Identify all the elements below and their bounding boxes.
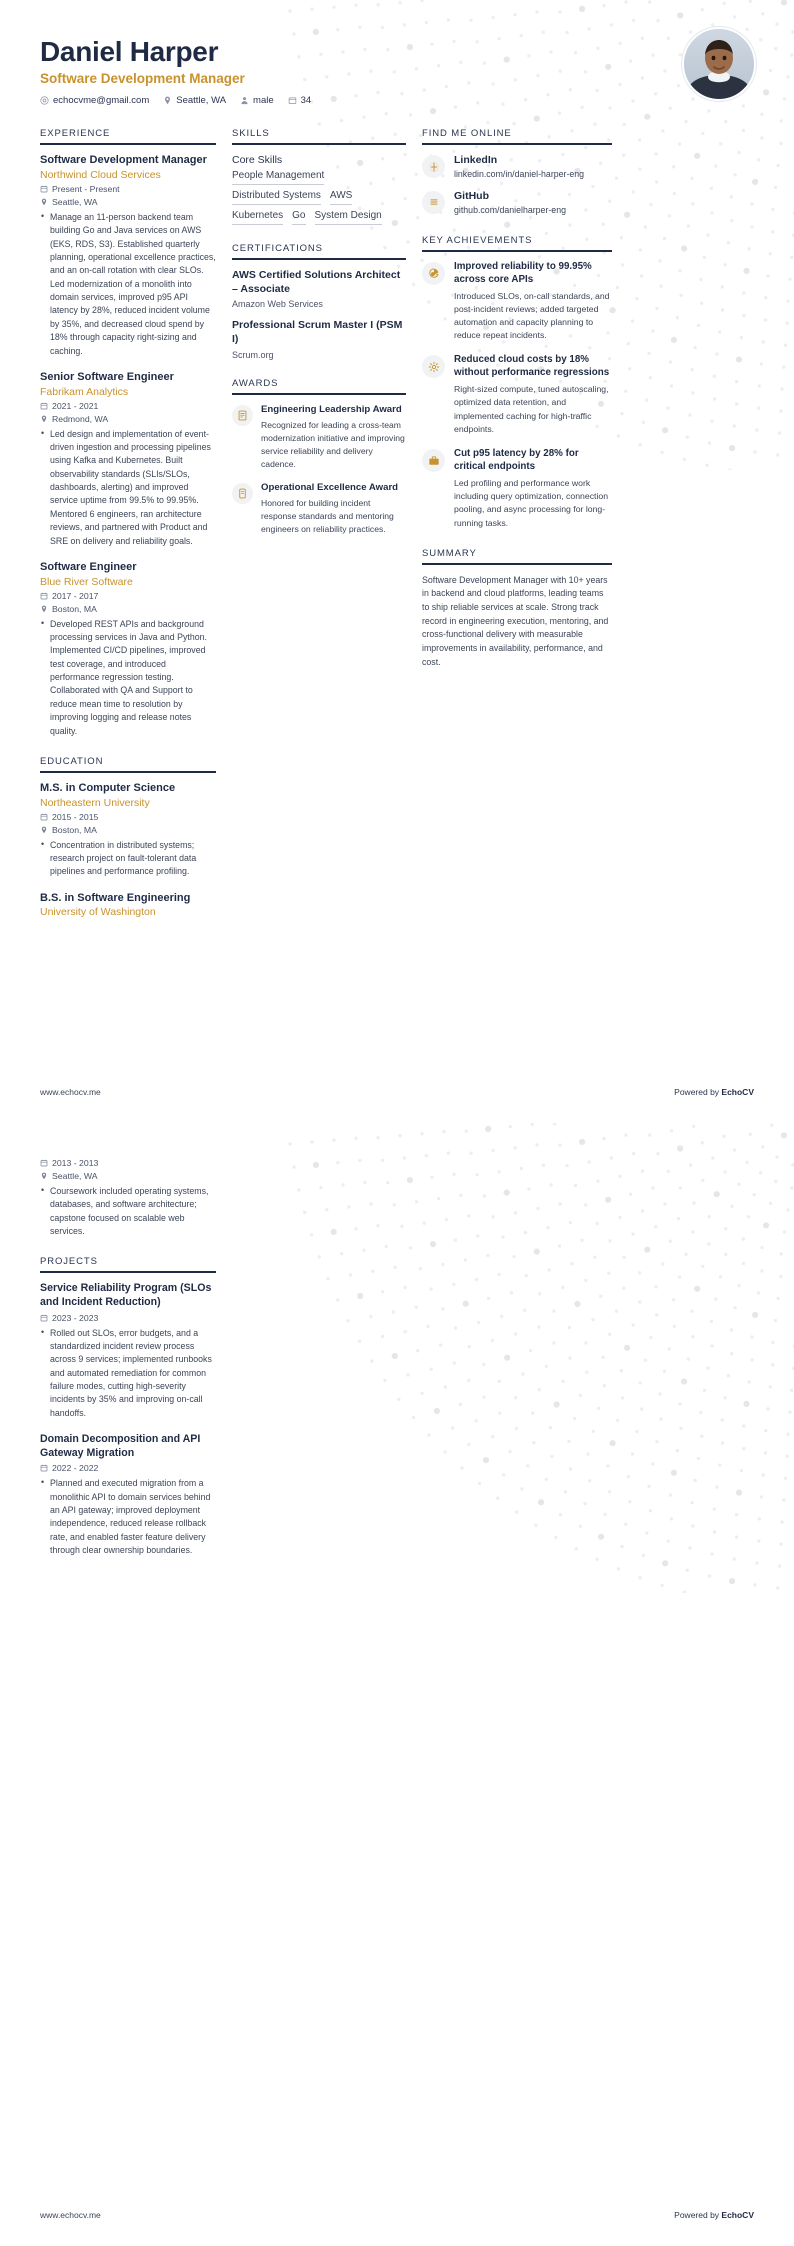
online-profile-label: LinkedIn (454, 154, 498, 167)
certification-name: Professional Scrum Master I (PSM I) (232, 319, 403, 346)
section-title-skills: SKILLS (232, 128, 406, 145)
contact-list (40, 95, 754, 106)
achievement-entry (422, 261, 612, 343)
project-title: Service Reliability Program (SLOs and Incident Reduction) (40, 1282, 212, 1308)
award-name: Engineering Leadership Award (261, 403, 402, 415)
award-description: Honored for building incident response standards and mentoring engineers on reliability practices. (261, 498, 394, 535)
experience-bullets (40, 618, 216, 738)
education-dates: 2015 - 2015 (40, 812, 216, 822)
section-education-continued (40, 1158, 216, 1238)
achievement-entry (422, 354, 612, 436)
footer-brand-name: EchoCV (721, 2210, 754, 2220)
section-summary (422, 548, 612, 669)
location-pin-icon (40, 198, 48, 206)
experience-title: Software Development Manager (40, 154, 207, 167)
skill-chip[interactable]: People Management (232, 170, 324, 185)
footer-site-link[interactable]: www.echocv.me (40, 1087, 101, 1097)
experience-dates: Present - Present (40, 184, 216, 194)
column-right-page2 (422, 1155, 612, 1575)
resume-page-2 (0, 1123, 794, 2246)
skill-chip[interactable]: Distributed Systems (232, 190, 321, 205)
project-entry (40, 1433, 216, 1557)
section-title-education: EDUCATION (40, 756, 216, 773)
certificate-icon (232, 405, 253, 426)
contact-location-text: Seattle, WA (176, 95, 227, 107)
footer-powered-by (674, 2210, 754, 2220)
section-key-achievements (422, 235, 612, 530)
section-experience (40, 128, 216, 738)
experience-bullet: • Developed REST APIs and background processing services in Java and Python. Implemented CI/CD pipelines, improved test coverage, and introduced performance regression testing. Collaborated with QA and Support to reduce mean time to resolution by improving logging and release notes quality. (40, 618, 216, 738)
education-bullets (40, 839, 216, 879)
person-icon (240, 96, 249, 105)
contact-email (40, 95, 149, 106)
section-title-summary: SUMMARY (422, 548, 612, 565)
section-title-experience: EXPERIENCE (40, 128, 216, 145)
calendar-icon (40, 592, 48, 600)
experience-title: Senior Software Engineer (40, 370, 174, 383)
section-certifications (232, 243, 406, 360)
email-icon (40, 96, 49, 105)
github-icon (422, 191, 445, 214)
section-title-key-achievements: KEY ACHIEVEMENTS (422, 235, 612, 252)
location-pin-icon (40, 826, 48, 834)
section-skills (232, 128, 406, 225)
section-education (40, 756, 216, 919)
calendar-icon (40, 402, 48, 410)
footer-site-link[interactable]: www.echocv.me (40, 2210, 101, 2220)
project-dates: 2022 - 2022 (40, 1463, 216, 1473)
education-organization: University of Washington (40, 906, 156, 919)
online-profile-url[interactable]: linkedin.com/in/daniel-harper-eng (454, 169, 585, 180)
column-middle (232, 128, 422, 936)
education-location: Seattle, WA (40, 1171, 216, 1181)
achievement-description: Introduced SLOs, on-call standards, and post-incident reviews; added targeted automation and capacity planning to reduce repeat incidents. (454, 290, 610, 341)
contact-gender (240, 95, 274, 106)
experience-dates: 2017 - 2017 (40, 591, 216, 601)
experience-location: Boston, MA (40, 604, 216, 614)
online-profile[interactable] (422, 190, 612, 217)
calendar-icon (288, 96, 297, 105)
calendar-icon (40, 1464, 48, 1472)
certification-name: AWS Certified Solutions Architect – Associate (232, 269, 401, 295)
calendar-icon (40, 1314, 48, 1322)
ribbon-icon (232, 483, 253, 504)
experience-bullet: • Led design and implementation of event-driven ingestion and processing pipelines using Kafka and Kubernetes. Built observability standards (SLIs/SLOs, dashboards, alerting) and improved service uptime from 99.5% to 99.95%. Mentored 6 engineers, ran architecture reviews, and partnered with Product and SRE on delivery and reliability goals. (40, 428, 216, 548)
experience-entry (40, 371, 216, 548)
section-title-certifications: CERTIFICATIONS (232, 243, 406, 260)
online-profile-url[interactable]: github.com/danielharper-eng (454, 204, 566, 215)
achievement-description: Led profiling and performance work including query optimization, connection pooling, and async processing for long-running tasks. (454, 477, 609, 528)
calendar-icon (40, 1159, 48, 1167)
page-footer-2 (40, 2210, 754, 2220)
education-entry (40, 892, 216, 919)
skill-chip[interactable]: Go (292, 210, 305, 225)
experience-organization: Northwind Cloud Services (40, 168, 161, 181)
award-name: Operational Excellence Award (261, 481, 399, 493)
resume-columns (0, 106, 794, 936)
certification-entry (232, 269, 406, 309)
calendar-icon (40, 185, 48, 193)
section-title-projects: PROJECTS (40, 1256, 216, 1273)
footer-powered-prefix: Powered by (674, 2210, 722, 2220)
gear-icon (422, 355, 445, 378)
page-title: Daniel Harper (40, 36, 219, 67)
column-left (40, 128, 232, 936)
certification-issuer: Scrum.org (232, 349, 274, 360)
avatar (682, 27, 756, 101)
experience-location: Redmond, WA (40, 414, 216, 424)
header-role: Software Development Manager (40, 71, 245, 87)
skill-group (232, 154, 406, 225)
achievement-description: Right-sized compute, tuned autoscaling, optimized data retention, and implemented caching for high-traffic endpoints. (454, 384, 609, 434)
briefcase-icon (422, 449, 445, 472)
experience-bullet: • Manage an 11-person backend team building Go and Java services on AWS (EKS, RDS, S3). Established quarterly planning, operational excellence practices, and an on-call rotation with clear SLOs. Led modernization of a monolith into domain services, improved p95 API latency by 28%, reduced incident volume by 35%, and decreased cloud spend by 18% through capacity right-sizing and caching. (40, 211, 216, 358)
project-bullet: • Planned and executed migration from a monolithic API to domain services behind an API gateway; improved deployment independence, reduced release rollback rate, and enabled faster feature delivery through clear ownership boundaries. (40, 1477, 216, 1557)
skill-chip[interactable]: AWS (330, 190, 352, 205)
achievement-title: Cut p95 latency by 28% for critical endpoints (454, 448, 579, 473)
education-dates: 2013 - 2013 (40, 1158, 216, 1168)
education-title: B.S. in Software Engineering (40, 891, 191, 904)
achievement-title: Reduced cloud costs by 18% without performance regressions (454, 354, 610, 379)
online-profile-label: GitHub (454, 189, 489, 202)
education-bullet: • Coursework included operating systems, databases, and software architecture; capstone focused on scalable web services. (40, 1185, 216, 1238)
resume-header (0, 0, 794, 106)
summary-text: Software Development Manager with 10+ years in backend and cloud platforms, leading teams to ship reliable services at scale. Strong track record in engineering execution, mentoring, and cross-functional delivery with measurable improvements in availability, performance, and cost. (422, 574, 609, 667)
education-bullet: • Concentration in distributed systems; research project on fault-tolerant data pipelines and performance profiling. (40, 839, 216, 879)
skill-chip[interactable]: Kubernetes (232, 210, 283, 225)
experience-title: Software Engineer (40, 560, 137, 573)
experience-bullets (40, 428, 216, 548)
skill-chip[interactable]: System Design (315, 210, 382, 225)
experience-location: Seattle, WA (40, 197, 216, 207)
award-entry (232, 404, 406, 471)
location-pin-icon (40, 1172, 48, 1180)
education-entry (40, 782, 216, 879)
contact-gender-text: male (253, 95, 274, 107)
footer-powered-prefix: Powered by (674, 1087, 722, 1097)
calendar-icon (40, 813, 48, 821)
certification-issuer: Amazon Web Services (232, 299, 323, 310)
experience-bullets (40, 211, 216, 358)
pie-chart-icon (422, 262, 445, 285)
section-title-find-me-online: FIND ME ONLINE (422, 128, 612, 145)
section-find-me-online (422, 128, 612, 217)
project-dates: 2023 - 2023 (40, 1313, 216, 1323)
experience-organization: Blue River Software (40, 575, 133, 588)
column-middle-page2 (232, 1155, 422, 1575)
project-title: Domain Decomposition and API Gateway Migration (40, 1433, 201, 1459)
project-bullets (40, 1327, 216, 1421)
footer-powered-by (674, 1087, 754, 1097)
section-awards (232, 378, 406, 536)
experience-dates: 2021 - 2021 (40, 401, 216, 411)
achievement-entry (422, 448, 612, 530)
experience-entry (40, 561, 216, 738)
contact-location (163, 95, 226, 106)
page-footer-1 (40, 1087, 754, 1097)
location-pin-icon (163, 96, 172, 105)
contact-age-text: 34 (300, 95, 312, 107)
award-description: Recognized for leading a cross-team modernization initiative and improving service reliability and delivery cadence. (261, 420, 405, 469)
education-location: Boston, MA (40, 825, 216, 835)
location-pin-icon (40, 605, 48, 613)
project-bullet: • Rolled out SLOs, error budgets, and a standardized incident review process across 9 services; implemented runbooks and automated remediation for common failure modes, cutting high-severity incidents by 35% and improving on-call handoffs. (40, 1327, 216, 1421)
certification-entry (232, 319, 406, 359)
contact-email-text: echocvme@gmail.com (53, 95, 150, 107)
section-title-awards: AWARDS (232, 378, 406, 395)
resume-columns-page2 (0, 1123, 794, 1575)
location-pin-icon (40, 415, 48, 423)
experience-organization: Fabrikam Analytics (40, 385, 129, 398)
education-bullets (40, 1185, 216, 1238)
project-bullets (40, 1477, 216, 1557)
skill-group-name: Core Skills (232, 154, 283, 167)
award-entry (232, 482, 406, 536)
project-entry (40, 1282, 216, 1420)
column-right (422, 128, 612, 936)
experience-entry (40, 154, 216, 358)
online-profile[interactable] (422, 154, 612, 181)
contact-age (288, 95, 312, 106)
education-entry-continued (40, 1158, 216, 1238)
education-organization: Northeastern University (40, 796, 150, 809)
education-title: M.S. in Computer Science (40, 781, 176, 794)
achievement-title: Improved reliability to 99.95% across core APIs (454, 260, 592, 285)
section-projects (40, 1256, 216, 1557)
linkedin-icon (422, 155, 445, 178)
footer-brand-name: EchoCV (721, 1087, 754, 1097)
column-left-page2 (40, 1155, 232, 1575)
